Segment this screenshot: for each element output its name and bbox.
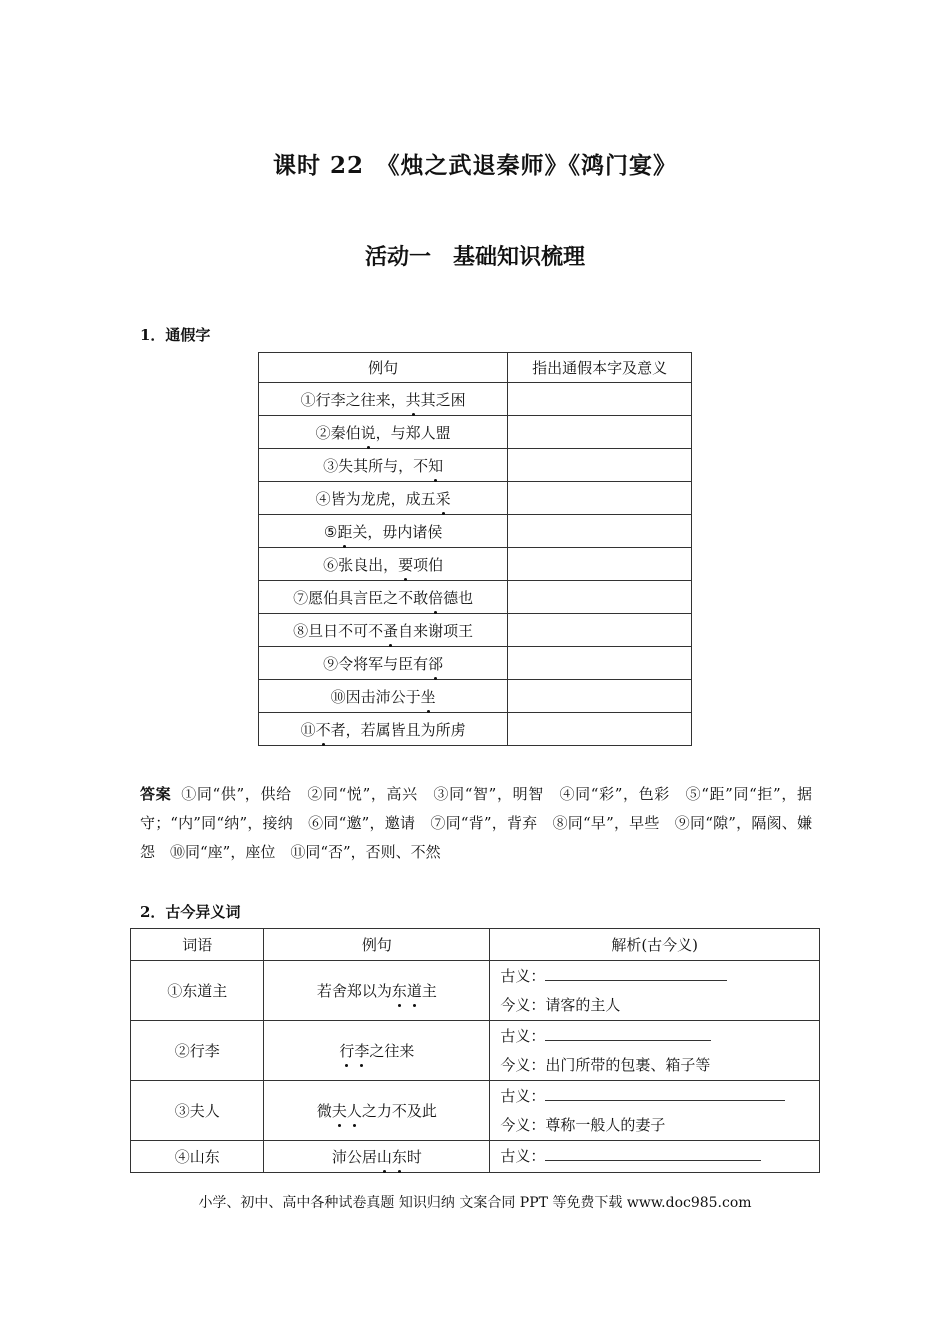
example-text: ⑨令将军与臣有 <box>323 654 429 673</box>
answer-label: 答案 <box>140 785 172 803</box>
example-text: 关，毋内诸侯 <box>352 522 443 541</box>
dotted-char: 距 <box>337 522 353 541</box>
answer-cell <box>508 713 692 746</box>
example-cell <box>259 416 508 449</box>
dotted-char: 郤 <box>428 654 444 673</box>
example-cell <box>264 961 490 1021</box>
word-text: ①东道主 <box>167 982 228 1000</box>
example-cell <box>259 614 508 647</box>
ancient-meaning-line <box>500 1142 819 1171</box>
modern-meaning-line <box>500 991 819 1020</box>
dotted-char: 行 <box>339 1042 355 1060</box>
dotted-char: 倍 <box>428 588 444 607</box>
gujinyiyi-table <box>130 928 820 1173</box>
dotted-char: 东 <box>391 982 407 1000</box>
example-text: 微 <box>316 1102 332 1120</box>
modern-meaning-text: 今义：出门所带的包裹、箱子等 <box>500 1055 711 1074</box>
ancient-meaning-label: 古义： <box>500 1026 546 1045</box>
example-text: 之往来 <box>369 1042 415 1060</box>
answer-cell <box>508 647 692 680</box>
column-header-example: 例句 <box>264 929 490 961</box>
example-cell <box>259 482 508 515</box>
table-row <box>259 680 692 713</box>
answer-cell <box>508 614 692 647</box>
answer-cell <box>508 515 692 548</box>
dotted-char: 坐 <box>420 687 436 706</box>
answer-cell <box>508 548 692 581</box>
table-row <box>131 1141 820 1173</box>
table-row <box>259 482 692 515</box>
dotted-char: 人 <box>346 1102 362 1120</box>
footer: 小学、初中、高中各种试卷真题 知识归纳 文案合同 PPT 等免费下载 www.doc985.com <box>198 1195 752 1211</box>
example-cell <box>259 680 508 713</box>
example-text: ⑪ <box>300 720 316 739</box>
column-header-answer: 指出通假本字及意义 <box>508 353 692 383</box>
table-row <box>259 383 692 416</box>
example-text: 若舍郑以为 <box>316 982 392 1000</box>
dotted-char: 采 <box>435 489 451 508</box>
example-cell <box>259 449 508 482</box>
table-row <box>259 449 692 482</box>
answer-cell <box>508 416 692 449</box>
table-header-row <box>259 353 692 383</box>
fill-blank <box>545 1086 785 1101</box>
answer-block <box>140 780 812 867</box>
table-row <box>259 581 692 614</box>
example-text: ③失其所与，不 <box>323 456 429 475</box>
table-row <box>259 647 692 680</box>
analysis-cell <box>490 1021 820 1081</box>
section-heading-tongjiazi: 1．通假字 <box>140 326 211 344</box>
table-row <box>131 1081 820 1141</box>
activity-heading: 活动一 基础知识梳理 <box>364 244 585 270</box>
dotted-char: 李 <box>354 1042 370 1060</box>
answer-cell <box>508 581 692 614</box>
example-text: ⑦愿伯具言臣之不敢 <box>293 588 429 607</box>
ancient-meaning-line <box>500 962 819 991</box>
example-cell <box>259 581 508 614</box>
example-cell <box>259 383 508 416</box>
ancient-meaning-label: 古义： <box>500 966 546 985</box>
example-text: ②秦伯 <box>315 423 361 442</box>
example-text: 之力不及此 <box>361 1102 437 1120</box>
example-cell <box>259 548 508 581</box>
table-row <box>131 961 820 1021</box>
example-text: ，与郑人盟 <box>375 423 451 442</box>
dotted-char: 山 <box>376 1148 392 1166</box>
page-title: 课时 22 《烛之武退秦师》《鸿门宴》 <box>272 152 677 179</box>
word-cell <box>131 961 264 1021</box>
fill-blank <box>545 1146 761 1161</box>
modern-meaning-text: 今义：尊称一般人的妻子 <box>500 1115 666 1134</box>
word-text: ④山东 <box>174 1148 220 1166</box>
example-text: 沛公居 <box>331 1148 377 1166</box>
example-cell <box>259 713 508 746</box>
section-heading-gujinyiyi: 2．古今异义词 <box>140 903 241 921</box>
dotted-char: 东 <box>391 1148 407 1166</box>
answer-cell <box>508 383 692 416</box>
analysis-cell <box>490 1141 820 1173</box>
analysis-cell <box>490 1081 820 1141</box>
dotted-char: 说 <box>360 423 376 442</box>
dotted-char: 共 <box>405 390 421 409</box>
dotted-char: 道 <box>406 982 422 1000</box>
example-text: 项伯 <box>413 555 444 574</box>
example-text: ⑧旦日不可不 <box>293 621 384 640</box>
dotted-char: 要 <box>398 555 414 574</box>
modern-meaning-text: 今义：请客的主人 <box>500 995 621 1014</box>
example-text: 主 <box>421 982 437 1000</box>
example-text: 其乏困 <box>420 390 466 409</box>
table-row <box>259 713 692 746</box>
word-text: ③夫人 <box>174 1102 220 1120</box>
fill-blank <box>545 1026 711 1041</box>
dotted-char: 不 <box>315 720 331 739</box>
word-cell <box>131 1081 264 1141</box>
answer-cell <box>508 449 692 482</box>
modern-meaning-line <box>500 1051 819 1080</box>
example-text: ④皆为龙虎，成五 <box>315 489 436 508</box>
column-header-example: 例句 <box>259 353 508 383</box>
word-cell <box>131 1141 264 1173</box>
example-cell <box>264 1081 490 1141</box>
example-text: ⑥张良出， <box>323 555 399 574</box>
ancient-meaning-line <box>500 1022 819 1051</box>
ancient-meaning-label: 古义： <box>500 1086 546 1105</box>
column-header-analysis: 解析(古今义) <box>490 929 820 961</box>
example-text: ⑤ <box>323 522 338 541</box>
example-cell <box>259 647 508 680</box>
dotted-char: 蚤 <box>383 621 399 640</box>
example-text: 自来谢项王 <box>398 621 474 640</box>
column-header-word: 词语 <box>131 929 264 961</box>
modern-meaning-line <box>500 1111 819 1140</box>
table-row <box>259 614 692 647</box>
table-row <box>259 548 692 581</box>
ancient-meaning-label: 古义： <box>500 1147 546 1165</box>
example-cell <box>264 1141 490 1173</box>
word-cell <box>131 1021 264 1081</box>
example-cell <box>264 1021 490 1081</box>
table-row <box>259 515 692 548</box>
answer-text: ①同“供”，供给 ②同“悦”，高兴 ③同“智”，明智 ④同“彩”，色彩 ⑤“距”同“拒”，据守；“内”同“纳”，接纳 ⑥同“邀”，邀请 ⑦同“背”，背弃 ⑧同“早”，早些 ⑨同“隙”，隔阂、嫌怨 ⑩同“座”，座位 ⑪同“否”，否则、不然 <box>140 785 812 861</box>
table-header-row <box>131 929 820 961</box>
tongjiazi-table <box>258 352 692 746</box>
table-row <box>131 1021 820 1081</box>
example-text: 者，若属皆且为所虏 <box>330 720 466 739</box>
dotted-char: 夫 <box>331 1102 347 1120</box>
example-text: 德也 <box>443 588 474 607</box>
fill-blank <box>545 966 727 981</box>
dotted-char: 知 <box>428 456 444 475</box>
example-text: ⑩因击沛公于 <box>330 687 421 706</box>
ancient-meaning-line <box>500 1082 819 1111</box>
answer-cell <box>508 482 692 515</box>
example-text: 时 <box>406 1148 422 1166</box>
word-text: ②行李 <box>174 1042 220 1060</box>
analysis-cell <box>490 961 820 1021</box>
example-cell <box>259 515 508 548</box>
answer-cell <box>508 680 692 713</box>
table-row <box>259 416 692 449</box>
example-text: ①行李之往来， <box>300 390 406 409</box>
